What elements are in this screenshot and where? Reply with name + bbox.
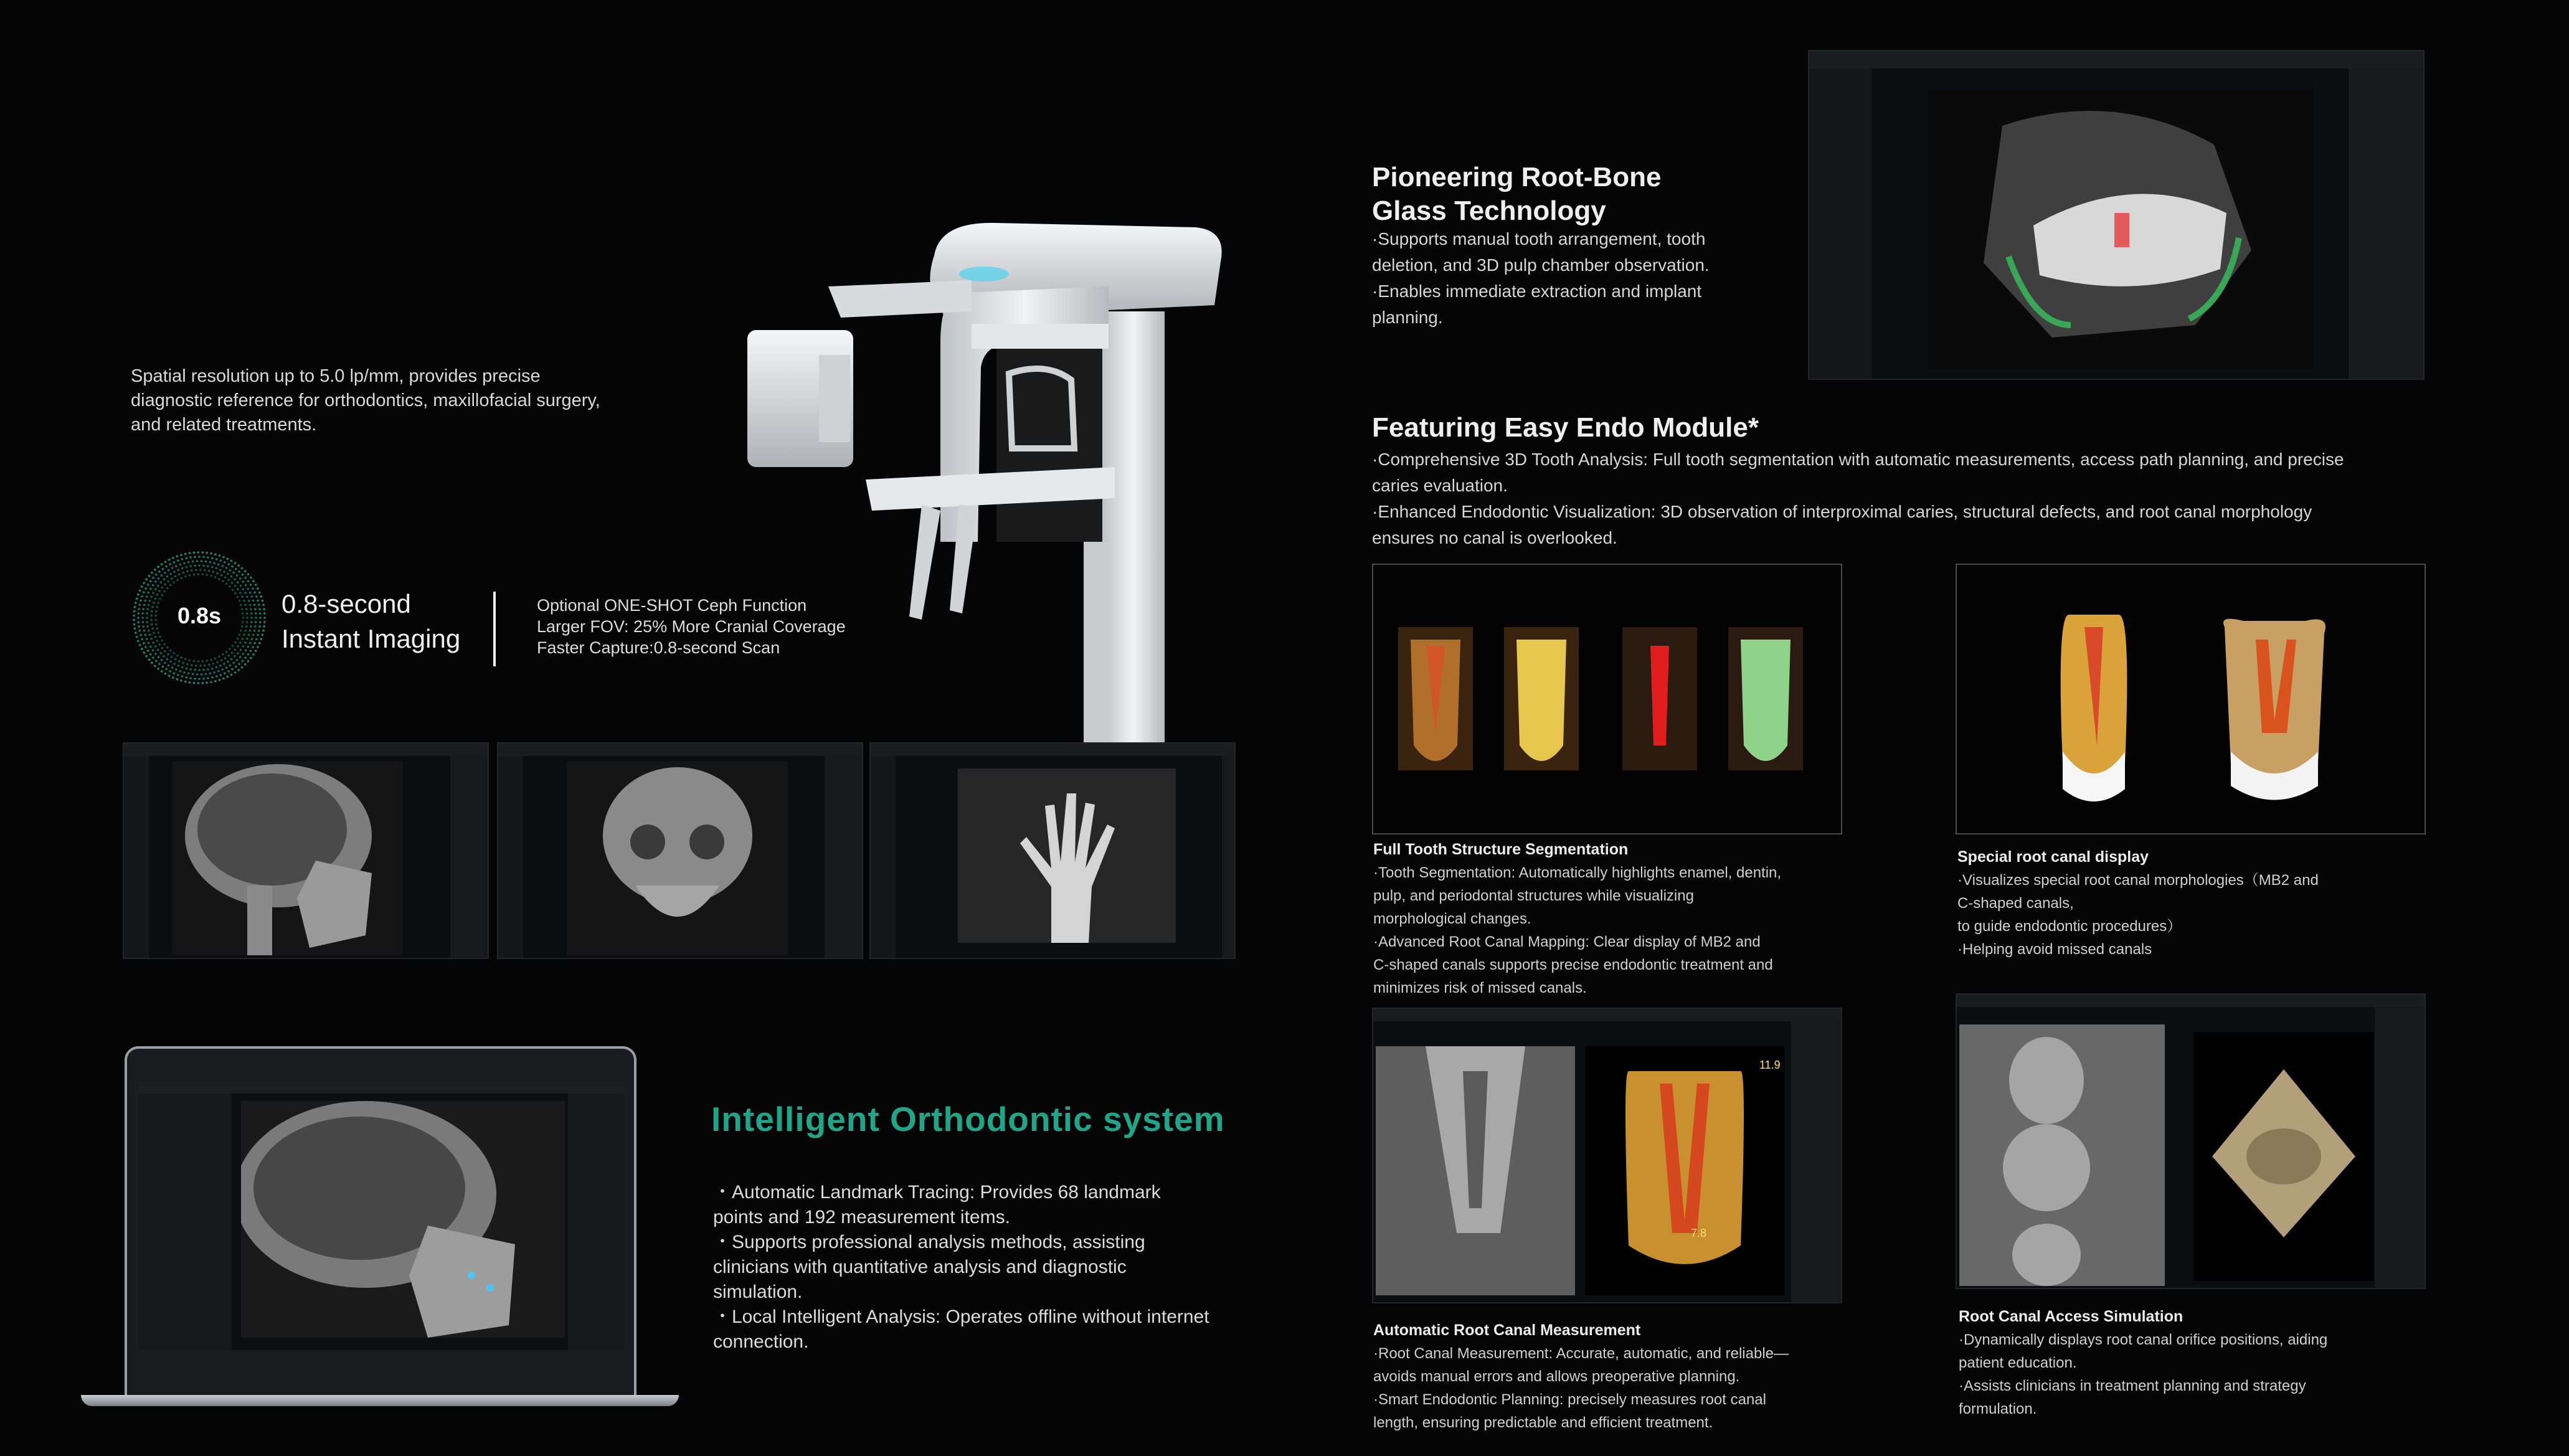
measurement-caption: [1373, 1321, 1853, 1434]
segmentation-caption: [1373, 841, 1847, 1000]
badge-title: [282, 587, 460, 656]
ceph-lateral-screenshot: [123, 742, 489, 959]
ortho-feature-item: ・Local Intelligent Analysis: Operates offline without internet connection.: [713, 1307, 1209, 1352]
caption-title: Full Tooth Structure Segmentation: [1373, 841, 1629, 858]
badge-title-line2: Instant Imaging: [282, 624, 461, 653]
access-caption: [1959, 1308, 2438, 1421]
caption-line: ·Dynamically displays root canal orifice positions, aiding: [1959, 1331, 2328, 1348]
caption-line: ·Smart Endodontic Planning: precisely measures root canal: [1373, 1391, 1766, 1408]
root-bone-line: ·Enables immediate extraction and implant: [1372, 281, 1702, 301]
root-bone-description: [1372, 226, 1808, 331]
root-bone-line: deletion, and 3D pulp chamber observation.: [1372, 255, 1710, 275]
special-canal-image-frame: [1956, 564, 2426, 834]
caption-line: patient education.: [1959, 1354, 2077, 1371]
ortho-feature-list: [713, 1180, 1211, 1354]
caption-line: ·Assists clinicians in treatment planning and strategy: [1959, 1378, 2306, 1394]
caption-line: ·Tooth Segmentation: Automatically highlights enamel, dentin,: [1373, 864, 1782, 881]
ortho-feature-item: ・Supports professional analysis methods, assisting clinicians with quantitative analysis and diagnostic simulation.: [713, 1232, 1145, 1302]
badge-value: 0.8s: [177, 603, 222, 628]
special-canal-teeth-icon: [1957, 565, 2425, 833]
caption-line: formulation.: [1959, 1401, 2037, 1417]
access-cavity-icon: [2193, 1032, 2374, 1281]
caption-title: Special root canal display: [1957, 848, 2149, 866]
ortho-skull-xray-icon: [241, 1101, 565, 1338]
root-bone-title-line2: Glass Technology: [1372, 196, 1606, 226]
root-bone-title: [1372, 161, 1661, 228]
caption-line: C-shaped canals supports precise endodontic treatment and: [1373, 957, 1773, 973]
root-bone-line: ·Supports manual tooth arrangement, tooth: [1372, 229, 1706, 248]
caption-line: length, ensuring predictable and efficient treatment.: [1373, 1414, 1713, 1431]
divider: [493, 592, 496, 666]
caption-title: Automatic Root Canal Measurement: [1373, 1321, 1641, 1339]
resolution-description: Spatial resolution up to 5.0 lp/mm, provides precise diagnostic reference for orthodontics, maxillofacial surgery, and related treatments.: [131, 366, 600, 435]
endo-line: ensures no canal is overlooked.: [1372, 528, 1617, 547]
canal-value-2: 7.8: [1691, 1227, 1707, 1239]
hand-xray-icon: [958, 768, 1176, 943]
endo-line: caries evaluation.: [1372, 476, 1508, 495]
caption-line: ·Root Canal Measurement: Accurate, automatic, and reliable—: [1373, 1345, 1789, 1362]
ceph-frontal-screenshot: [497, 742, 863, 959]
caption-line: C-shaped canals,: [1957, 895, 2074, 912]
lateral-skull-xray-icon: [173, 761, 403, 955]
feature-item: Optional ONE-SHOT Ceph Function: [537, 596, 807, 615]
root-bone-line: planning.: [1372, 308, 1443, 327]
tooth-3d-measure-icon: [1585, 1046, 1784, 1295]
caption-line: avoids manual errors and allows preoperative planning.: [1373, 1368, 1740, 1385]
hand-xray-screenshot: [869, 742, 1236, 959]
laptop-screen-ortho-software: [138, 1082, 624, 1350]
caption-line: ·Visualizes special root canal morphologies（MB2 and: [1957, 872, 2319, 889]
caption-line: ·Advanced Root Canal Mapping: Clear display of MB2 and: [1373, 934, 1761, 950]
frontal-skull-xray-icon: [567, 761, 788, 955]
canal-value-1: 11.9: [1759, 1059, 1781, 1071]
tooth-segmentation-icon: [1373, 565, 1841, 833]
access-simulation-screenshot: [1956, 993, 2426, 1289]
endo-line: ·Enhanced Endodontic Visualization: 3D observation of interproximal caries, structural defects, and root canal morphology: [1372, 502, 2312, 521]
caption-line: to guide endodontic procedures）: [1957, 918, 2182, 935]
segmentation-image-frame: [1372, 564, 1842, 834]
feature-item: Larger FOV: 25% More Cranial Coverage: [537, 617, 846, 636]
axial-slice-icon: [1959, 1024, 2165, 1286]
root-bone-software-screenshot: [1808, 50, 2425, 380]
endo-description: [1372, 447, 2456, 551]
badge-title-line1: 0.8-second: [282, 589, 411, 618]
caption-title: Root Canal Access Simulation: [1959, 1308, 2183, 1325]
cbct-machine-image: [735, 218, 1233, 747]
root-bone-title-line1: Pioneering Root-Bone: [1372, 162, 1662, 192]
skull-3d-teeth-icon: [1928, 88, 2314, 369]
measurement-software-screenshot: [1372, 1008, 1842, 1303]
endo-title: Featuring Easy Endo Module*: [1372, 412, 1759, 443]
caption-line: minimizes risk of missed canals.: [1373, 980, 1587, 996]
laptop-base: [81, 1395, 679, 1406]
caption-line: morphological changes.: [1373, 910, 1531, 927]
endo-line: ·Comprehensive 3D Tooth Analysis: Full tooth segmentation with automatic measurements, access path planning, and precise: [1372, 450, 2344, 469]
ortho-feature-item: ・Automatic Landmark Tracing: Provides 68 landmark points and 192 measurement items.: [713, 1182, 1161, 1227]
feature-item: Faster Capture:0.8-second Scan: [537, 638, 780, 657]
ortho-title: Intelligent Orthodontic system: [711, 1100, 1225, 1138]
caption-line: pulp, and periodontal structures while visualizing: [1373, 887, 1694, 904]
caption-line: ·Helping avoid missed canals: [1957, 941, 2152, 958]
cbct-slice-icon: [1376, 1046, 1575, 1295]
special-canal-caption: [1957, 848, 2437, 961]
